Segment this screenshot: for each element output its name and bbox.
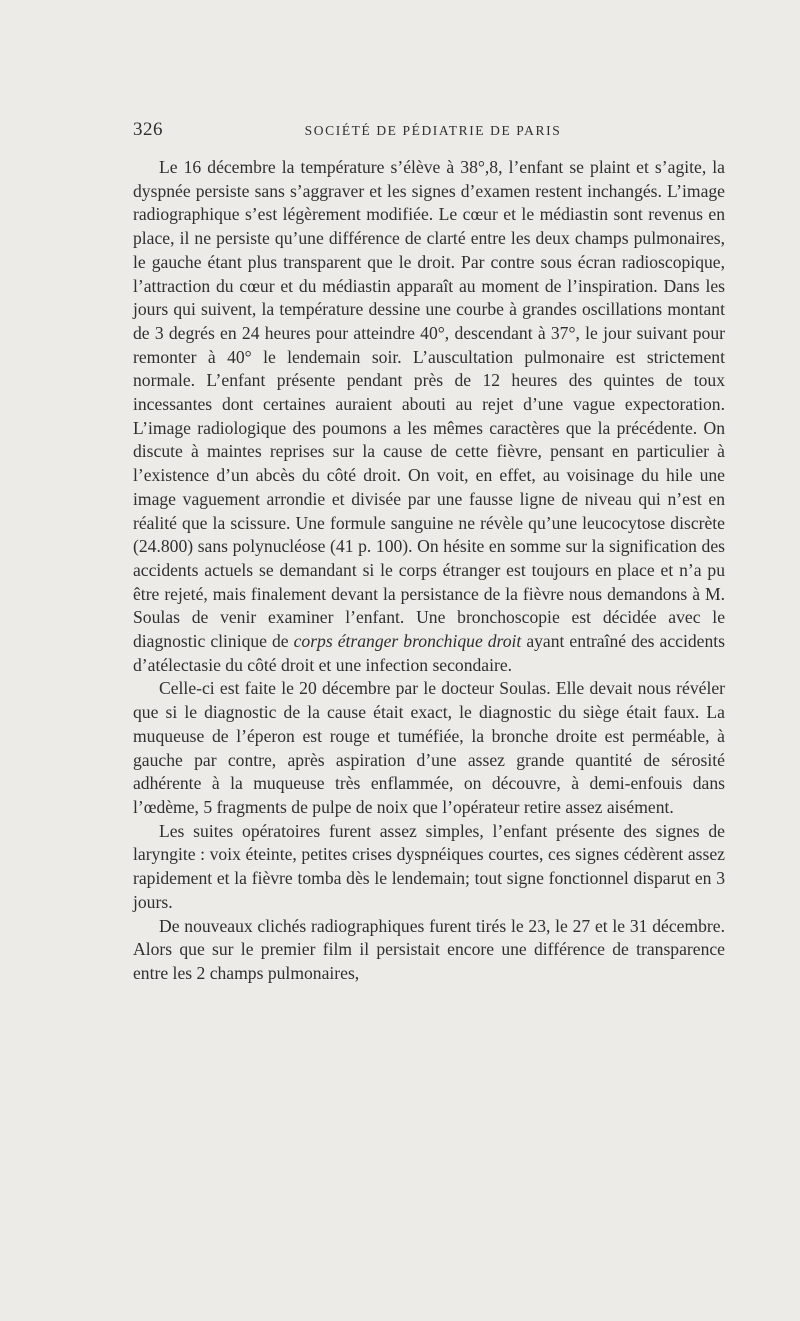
paragraph-1	[133, 156, 725, 677]
paragraph-1-text-end: ayant entraîné des accidents d’atélectasie du côté droit et une infection secondaire.	[133, 631, 725, 675]
paragraph-4: De nouveaux clichés radiographiques furent tirés le 23, le 27 et le 31 décembre. Alors que sur le premier film il persistait encore une différence de transparence entre les 2 champs pulmonaires,	[133, 915, 725, 983]
paragraph-3: Les suites opératoires furent assez simples, l’enfant présente des signes de laryngite : voix éteinte, petites crises dyspnéiques courtes, ces signes cédèrent assez rapidement et la fièvre tomba dès le lendemain; tout signe fonctionnel disparut en 3 jours.	[133, 820, 725, 912]
running-title: SOCIÉTÉ DE PÉDIATRIE DE PARIS	[304, 123, 562, 138]
paragraph-1-text: Le 16 décembre la température s’élève à 38°,8, l’enfant se plaint et s’agite, la dyspnée persiste sans s’aggraver et les signes d’examen restent inchangés. L’image radiographique s’est légèrement modifiée. Le cœur et le médiastin sont revenus en place, il ne persiste qu’une différence de clarté entre les deux champs pulmonaires, le gauche étant plus transparent que le droit. Par contre sous écran radioscopique, l’attraction du cœur et du médiastin apparaît au moment de l’inspiration. Dans les jours qui suivent, la température dessine une courbe à grandes oscillations montant de 3 degrés en 24 heures pour atteindre 40°, descendant à 37°, le jour suivant pour remonter à 40° le lendemain soir. L’auscultation pulmonaire est strictement normale. L’enfant présente pendant près de 12 heures des quintes de toux incessantes dont certaines auraient abouti au rejet d’une vague expectoration. L’image radiologique des poumons a les mêmes caractères que la précédente. On discute à maintes reprises sur la cause de cette fièvre, pensant en particulier à l’existence d’un abcès du côté droit. On voit, en effet, au voisinage du hile une image vaguement arrondie et divisée par une fausse ligne de niveau qui n’est en réalité que la scissure. Une formule sanguine ne révèle qu’une leucocytose discrète (24.800) sans polynucléose (41 p. 100). On hésite en somme sur la signification des accidents actuels se demandant si le corps étranger est toujours en place et n’a pu être rejeté, mais finalement devant la persistance de la fièvre nous demandons à M. Soulas de venir examiner l’enfant. Une bronchoscopie est décidée avec le diagnostic clinique de	[133, 157, 725, 652]
page-number: 326	[133, 119, 163, 140]
page-header	[133, 119, 725, 141]
paragraph-2: Celle-ci est faite le 20 décembre par le docteur Soulas. Elle devait nous révéler que si le diagnostic de la cause était exact, le diagnostic du siège était faux. La muqueuse de l’éperon est rouge et tuméfiée, la bronche droite est perméable, à gauche par contre, après aspiration d’une assez grande quantité de sérosité adhérente à la muqueuse très enflammée, on découvre, à demi-enfouis dans l’œdème, 5 fragments de pulpe de noix que l’opérateur retire assez aisément.	[133, 678, 725, 817]
diagnosis-emphasis: corps étranger bronchique droit	[293, 631, 522, 652]
body-text	[133, 156, 725, 986]
